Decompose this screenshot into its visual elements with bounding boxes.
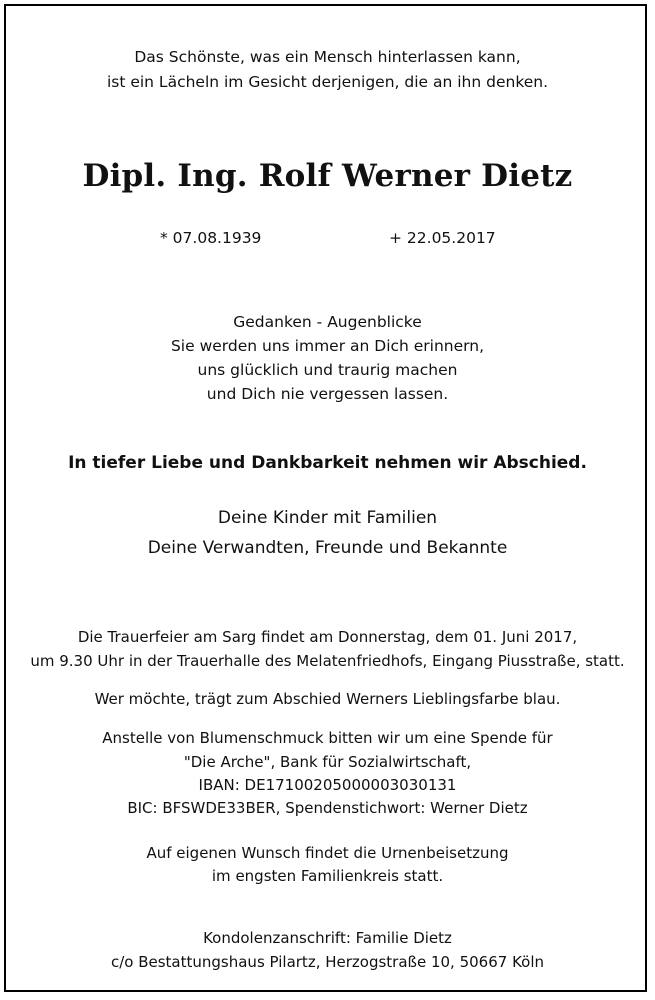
poem-line-4: und Dich nie vergessen lassen. (206, 385, 449, 403)
poem-line-1: Gedanken - Augenblicke (233, 313, 422, 331)
donation-line-1: Anstelle von Blumenschmuck bitten wir um eine Spende für (102, 729, 553, 747)
death-date: + 22.05.2017 (389, 229, 496, 247)
poem-line-2: Sie werden uns immer an Dich erinnern, (170, 337, 485, 355)
condolence-line-1: Kondolenzanschrift: Familie Dietz (203, 929, 452, 947)
birth-date: * 07.08.1939 (160, 229, 262, 247)
ceremony-line-2: um 9.30 Uhr in der Trauerhalle des Melatenfriedhofs, Eingang Piusstraße, statt. (30, 652, 625, 670)
donation-line-3: IBAN: DE17100205000003030131 (198, 776, 457, 794)
deceased-name: Dipl. Ing. Rolf Werner Dietz (82, 158, 573, 194)
burial-line-1: Auf eigenen Wunsch findet die Urnenbeisetzung (146, 844, 509, 862)
mourners-line-1: Deine Kinder mit Familien (217, 508, 438, 528)
donation-line-4: BIC: BFSWDE33BER, Spendenstichwort: Werner Dietz (127, 799, 528, 817)
farewell-heading: In tiefer Liebe und Dankbarkeit nehmen wir Abschied. (68, 453, 587, 473)
quote-line-1: Das Schönste, was ein Mensch hinterlassen kann, (134, 48, 521, 66)
quote-line-2: ist ein Lächeln im Gesicht derjenigen, die an ihn denken. (106, 73, 549, 91)
condolence-line-2: c/o Bestattungshaus Pilartz, Herzogstraße 10, 50667 Köln (110, 953, 545, 971)
mourners-line-2: Deine Verwandten, Freunde und Bekannte (147, 538, 508, 558)
donation-line-2: "Die Arche", Bank für Sozialwirtschaft, (183, 753, 472, 771)
burial-line-2: im engsten Familienkreis statt. (211, 867, 444, 885)
color-note: Wer möchte, trägt zum Abschied Werners Lieblingsfarbe blau. (94, 690, 561, 708)
ceremony-line-1: Die Trauerfeier am Sarg findet am Donnerstag, dem 01. Juni 2017, (77, 628, 578, 646)
poem-line-3: uns glücklich und traurig machen (197, 361, 458, 379)
